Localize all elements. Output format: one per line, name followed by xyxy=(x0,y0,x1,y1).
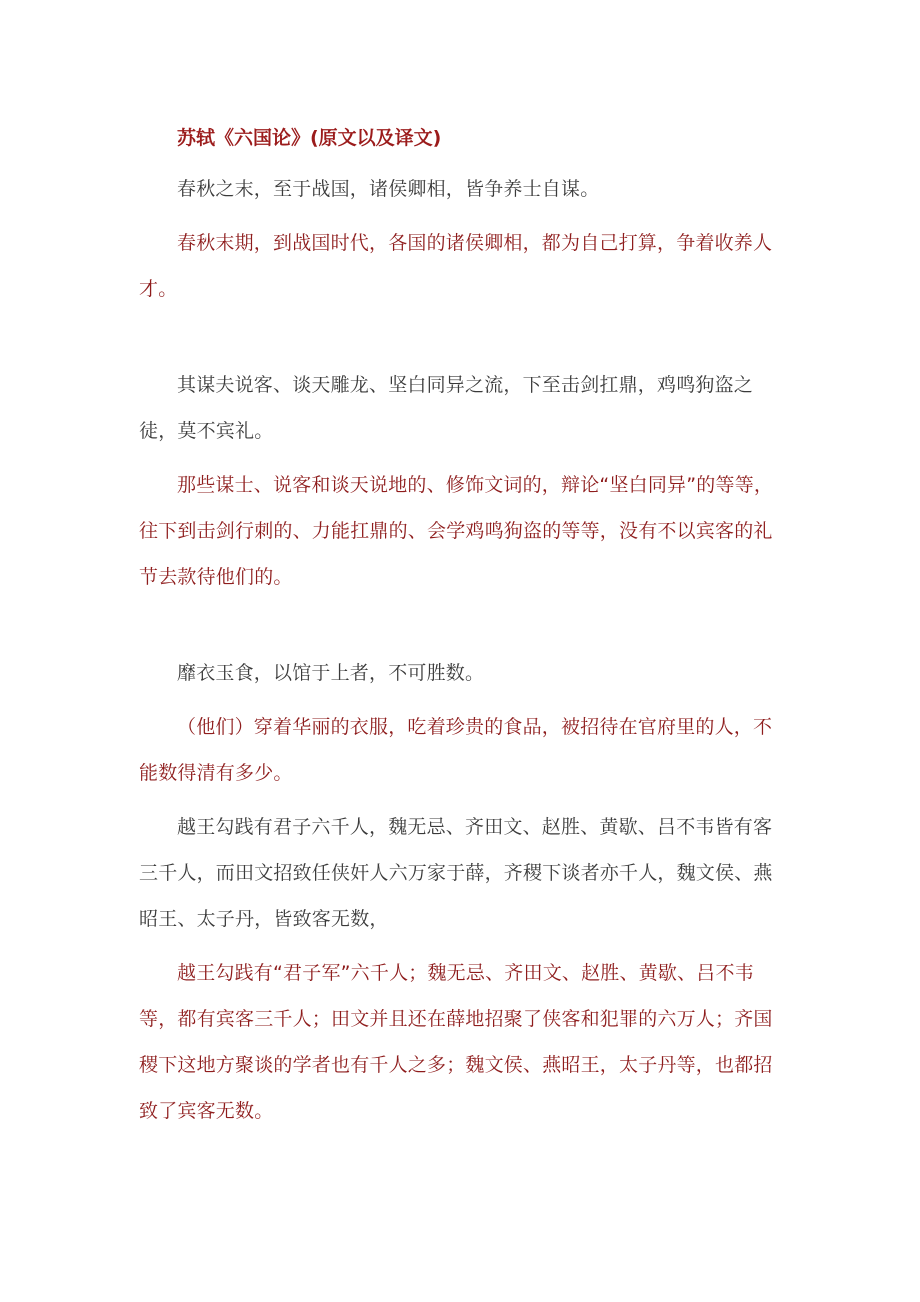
document-title: 苏轼《六国论》(原文以及译文) xyxy=(177,127,442,149)
original-text-paragraph: 靡衣玉食，以馆于上者，不可胜数。 xyxy=(177,662,485,684)
paragraph-spacer xyxy=(139,600,779,642)
translation-paragraph: 越王勾践有“君子军”六千人；魏无忌、齐田文、赵胜、黄歇、吕不韦等，都有宾客三千人；田文并且还在薛地招聚了侠客和犯罪的六万人；齐国稷下这地方聚谈的学者也有千人之多；魏文侯、燕昭王，太子丹等，也都招致了宾客无数。 xyxy=(139,962,773,1122)
original-text-paragraph: 越王勾践有君子六千人，魏无忌、齐田文、赵胜、黄歇、吕不韦皆有客三千人，而田文招致任侠奸人六万家于薛，齐稷下谈者亦千人，魏文侯、燕昭王、太子丹，皆致客无数， xyxy=(139,816,773,930)
paragraph-spacer xyxy=(139,312,779,354)
translation-paragraph: 春秋末期，到战国时代，各国的诸侯卿相，都为自己打算，争着收养人才。 xyxy=(139,232,773,300)
original-text-paragraph: 春秋之末，至于战国，诸侯卿相，皆争养士自谋。 xyxy=(177,178,600,200)
translation-paragraph: （他们）穿着华丽的衣服，吃着珍贵的食品，被招待在官府里的人，不能数得清有多少。 xyxy=(139,716,773,784)
document-body xyxy=(139,118,779,1134)
original-text-paragraph: 其谋夫说客、谈天雕龙、坚白同异之流，下至击剑扛鼎，鸡鸣狗盗之徒，莫不宾礼。 xyxy=(139,374,754,442)
translation-paragraph: 那些谋士、说客和谈天说地的、修饰文词的，辩论“坚白同异”的等等，往下到击剑行刺的、力能扛鼎的、会学鸡鸣狗盗的等等，没有不以宾客的礼节去款待他们的。 xyxy=(139,474,774,588)
